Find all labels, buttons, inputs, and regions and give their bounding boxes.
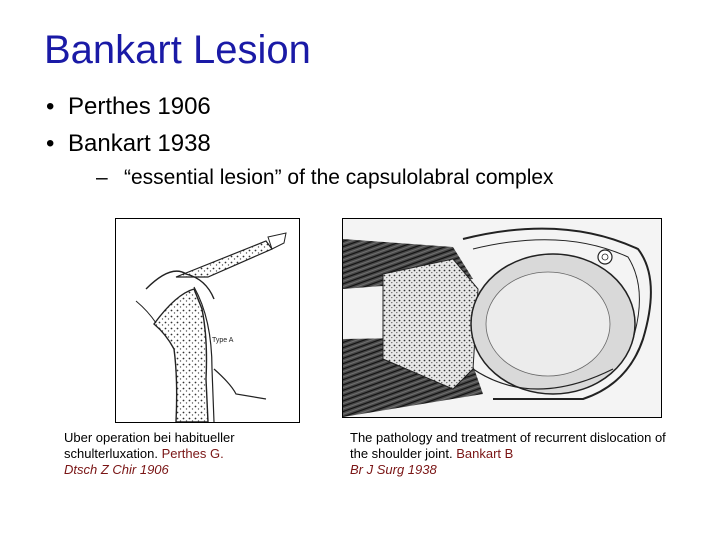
dash-marker: – xyxy=(96,166,108,189)
bone-fragment xyxy=(176,241,272,277)
caption-journal: Br J Surg 1938 xyxy=(350,462,437,477)
sub-bullet-essential-lesion xyxy=(96,166,554,190)
bankart-illustration xyxy=(342,218,662,418)
caption-author: Bankart B xyxy=(456,446,514,461)
bullet-perthes xyxy=(46,88,211,125)
bankart-drawing xyxy=(343,219,661,417)
bullet-marker: • xyxy=(46,93,55,120)
bullet-marker: • xyxy=(46,130,55,157)
bullet-list xyxy=(46,88,211,162)
bullet-text: Bankart 1938 xyxy=(68,130,211,157)
tendon-cross-section xyxy=(598,250,612,264)
perthes-caption xyxy=(64,430,324,478)
caption-journal: Dtsch Z Chir 1906 xyxy=(64,462,169,477)
caption-title: The pathology and treatment of recurrent dislocation of the shoulder joint. xyxy=(350,430,666,461)
sub-bullet-text: “essential lesion” of the capsulolabral complex xyxy=(124,166,554,189)
bullet-bankart xyxy=(46,125,211,162)
caption-author: Perthes G. xyxy=(161,446,224,461)
bankart-caption xyxy=(350,430,670,478)
type-a-label: Type A xyxy=(212,337,234,344)
bullet-text: Perthes 1906 xyxy=(68,93,211,120)
slide-title: Bankart Lesion xyxy=(44,28,311,72)
perthes-illustration xyxy=(115,218,300,423)
caption-title: Uber operation bei habitueller schulterluxation. xyxy=(64,430,235,461)
glenoid-bone xyxy=(154,289,208,422)
perthes-drawing xyxy=(116,219,299,422)
